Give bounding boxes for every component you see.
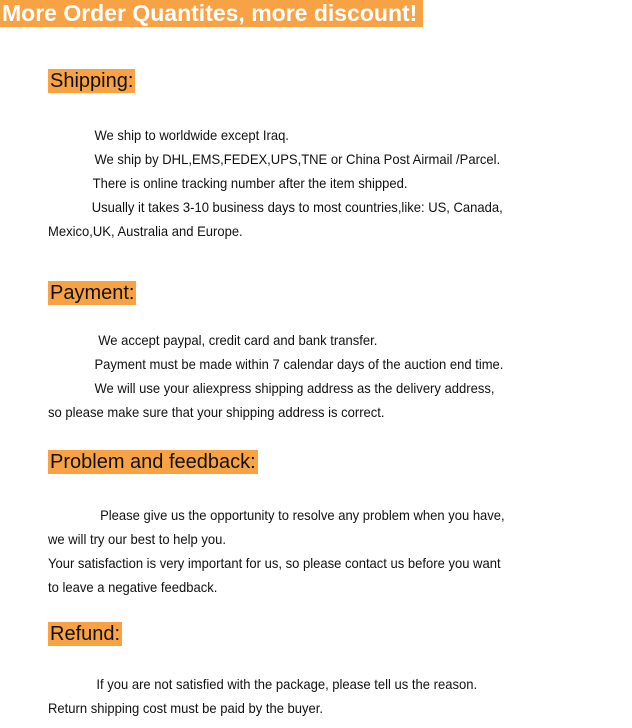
refund-heading: Refund: (50, 623, 121, 645)
shipping-line-4: Usually it takes 3-10 business days to most countries,like: US, Canada, (91, 199, 503, 215)
payment-text (48, 328, 569, 424)
problem-line-3: Your satisfaction is very important for us, so please contact us before you want (48, 555, 501, 571)
shipping-line-5: Mexico,UK, Australia and Europe. (48, 223, 243, 239)
payment-heading: Payment: (50, 282, 135, 304)
payment-line-1: We accept paypal, credit card and bank transfer. (98, 332, 378, 348)
payment-line-4: so please make sure that your shipping address is correct. (48, 404, 385, 420)
problem-feedback-heading: Problem and feedback: (50, 451, 256, 473)
problem-feedback-text (48, 503, 569, 599)
payment-line-3: We will use your aliexpress shipping address as the delivery address, (94, 380, 495, 396)
shipping-heading: Shipping: (50, 70, 134, 92)
shipping-line-2: We ship by DHL,EMS,FEDEX,UPS,TNE or China Post Airmail /Parcel. (94, 151, 501, 167)
shipping-line-1: We ship to worldwide except Iraq. (94, 127, 289, 143)
discount-banner: More Order Quantites, more discount! (0, 0, 423, 27)
payment-line-2: Payment must be made within 7 calendar days of the auction end time. (94, 356, 504, 372)
refund-text (48, 672, 569, 720)
shipping-line-3: There is online tracking number after the item shipped. (92, 175, 408, 191)
shipping-text (48, 123, 569, 243)
refund-line-1: If you are not satisfied with the package, please tell us the reason. (96, 676, 478, 692)
refund-line-2: Return shipping cost must be paid by the buyer. (48, 700, 324, 716)
problem-line-4: to leave a negative feedback. (48, 579, 218, 595)
problem-line-1: Please give us the opportunity to resolve any problem when you have, (100, 507, 505, 523)
problem-line-2: we will try our best to help you. (48, 531, 227, 547)
